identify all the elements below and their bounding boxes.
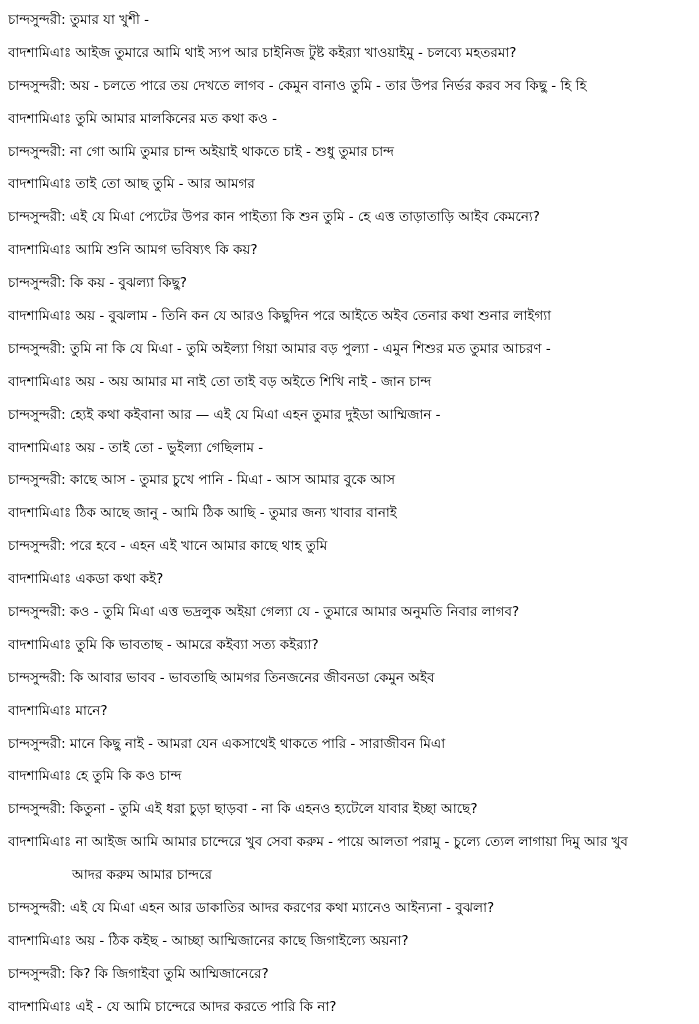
dialogue-line: বাদশামিএাঃ ঠিক আছে জানু - আমি ঠিক আছি - তুমার জন্য খাবার বানাই (8, 505, 397, 522)
dialogue-line: চান্দসুন্দরী: পরে হবে - এহন এই খানে আমার কাছে থাহ তুমি (8, 538, 328, 555)
dialogue-line: বাদশামিএাঃ এই - যে আমি চান্দেরে আদর করতে পারি কি না? (8, 998, 337, 1015)
dialogue-line: বাদশামিএাঃ অয় - তাই তো - ভুইল্যা গেছিলাম - (8, 439, 264, 456)
dialogue-line: চান্দসুন্দরী: অয় - চলতে পারে তয় দেখতে লাগব - কেমুন বানাও তুমি - তার উপর নির্ভর করব সব কিছু - হি হি (8, 77, 587, 94)
dialogue-line: চান্দসুন্দরী: কি আবার ভাবব - ভাবতাছি আমগর তিনজনের জীবনডা কেমুন অইব (8, 669, 435, 686)
dialogue-line: বাদশামিএাঃ তুমি কি ভাবতাছ - আমরে কইব্যা সত্য কইর‍্যা? (8, 636, 319, 653)
dialogue-line: বাদশামিএাঃ অয় - অয় আমার মা নাই তো তাই বড় অইতে শিখি নাই - জান চান্দ (8, 373, 432, 390)
dialogue-line: বাদশামিএাঃ আমি শুনি আমগ ভবিষ্যৎ কি কয়? (8, 242, 258, 259)
dialogue-line: বাদশামিএাঃ তুমি আমার মালকিনের মত কথা কও - (8, 110, 277, 127)
dialogue-line: চান্দসুন্দরী: এই যে মিএা প্যেটের উপর কান পাইত্যা কি শুন তুমি - হে এত্ত তাড়াতাড়ি আইব কেমন্যে? (8, 209, 540, 226)
dialogue-line: চান্দসুন্দরী: না গো আমি তুমার চান্দ অইয়াই থাকতে চাই - শুধু তুমার চান্দ (8, 143, 394, 160)
dialogue-line: চান্দসুন্দরী: এই যে মিএা এহন আর ডাকাতির আদর করণের কথা ম্যানেও আইন্যনা - বুঝলা? (8, 900, 495, 917)
dialogue-line-continuation: আদর করুম আমার চান্দরে (72, 867, 212, 884)
dialogue-line: চান্দসুন্দরী: কাছে আস - তুমার চুখে পানি - মিএা - আস আমার বুকে আস (8, 472, 396, 489)
dialogue-line: চান্দসুন্দরী: তুমার যা খুশী - (8, 12, 150, 28)
dialogue-line: চান্দসুন্দরী: কও - তুমি মিএা এত্ত ভদ্রলুক অইয়া গেল্যা যে - তুমারে আমার অনুমতি নিবার লাগব? (8, 604, 520, 621)
dialogue-line: বাদশামিএাঃ না আইজ আমি আমার চান্দেরে খুব সেবা করুম - পায়ে আলতা পরামু - চুল্যে ত্যেল লাগায়া দিমু আর খুব (8, 834, 628, 851)
dialogue-line: বাদশামিএাঃ অয় - বুঝলাম - তিনি কন যে আরও কিছুদিন পরে আইতে অইব তেনার কথা শুনার লাইগ্যা (8, 308, 552, 325)
dialogue-line: চান্দসুন্দরী: কিতুনা - তুমি এই ধরা চুড়া ছাড়বা - না কি এহনও হ্যটেলে যাবার ইচ্ছা আছে? (8, 801, 478, 818)
dialogue-line: চান্দসুন্দরী: হ্যেই কথা কইবানা আর — এই যে মিএা এহন তুমার দুইডা আম্মিজান - (8, 406, 441, 423)
dialogue-line: বাদশামিএাঃ তাই তো আছ তুমি - আর আমগর (8, 176, 255, 193)
dialogue-line: বাদশামিএাঃ একডা কথা কই? (8, 571, 164, 588)
dialogue-line: চান্দসুন্দরী: কি? কি জিগাইবা তুমি আম্মিজানেরে? (8, 965, 269, 982)
dialogue-line: বাদশামিএাঃ আইজ তুমারে আমি থাই স্যপ আর চাইনিজ টুষ্ট কইর‍্যা খাওয়াইমু - চলব্যে মহতরমা? (8, 44, 517, 61)
dialogue-line: চান্দসুন্দরী: তুমি না কি যে মিএা - তুমি অইল্যা গিয়া আমার বড় পুল্যা - এমুন শিশুর মত তুমার আচরণ - (8, 340, 551, 357)
dialogue-line: বাদশামিএাঃ মানে? (8, 702, 108, 719)
dialogue-line: চান্দসুন্দরী: কি কয় - বুঝল্যা কিছু? (8, 275, 187, 292)
dialogue-line: চান্দসুন্দরী: মানে কিছু নাই - আমরা যেন একসাথেই থাকতে পারি - সারাজীবন মিএা (8, 735, 446, 752)
dialogue-line: বাদশামিএাঃ অয় - ঠিক কইছ - আচ্ছা আম্মিজানের কাছে জিগাইল্যে অয়না? (8, 932, 409, 949)
dialogue-line: বাদশামিএাঃ হে তুমি কি কও চান্দ (8, 768, 182, 785)
